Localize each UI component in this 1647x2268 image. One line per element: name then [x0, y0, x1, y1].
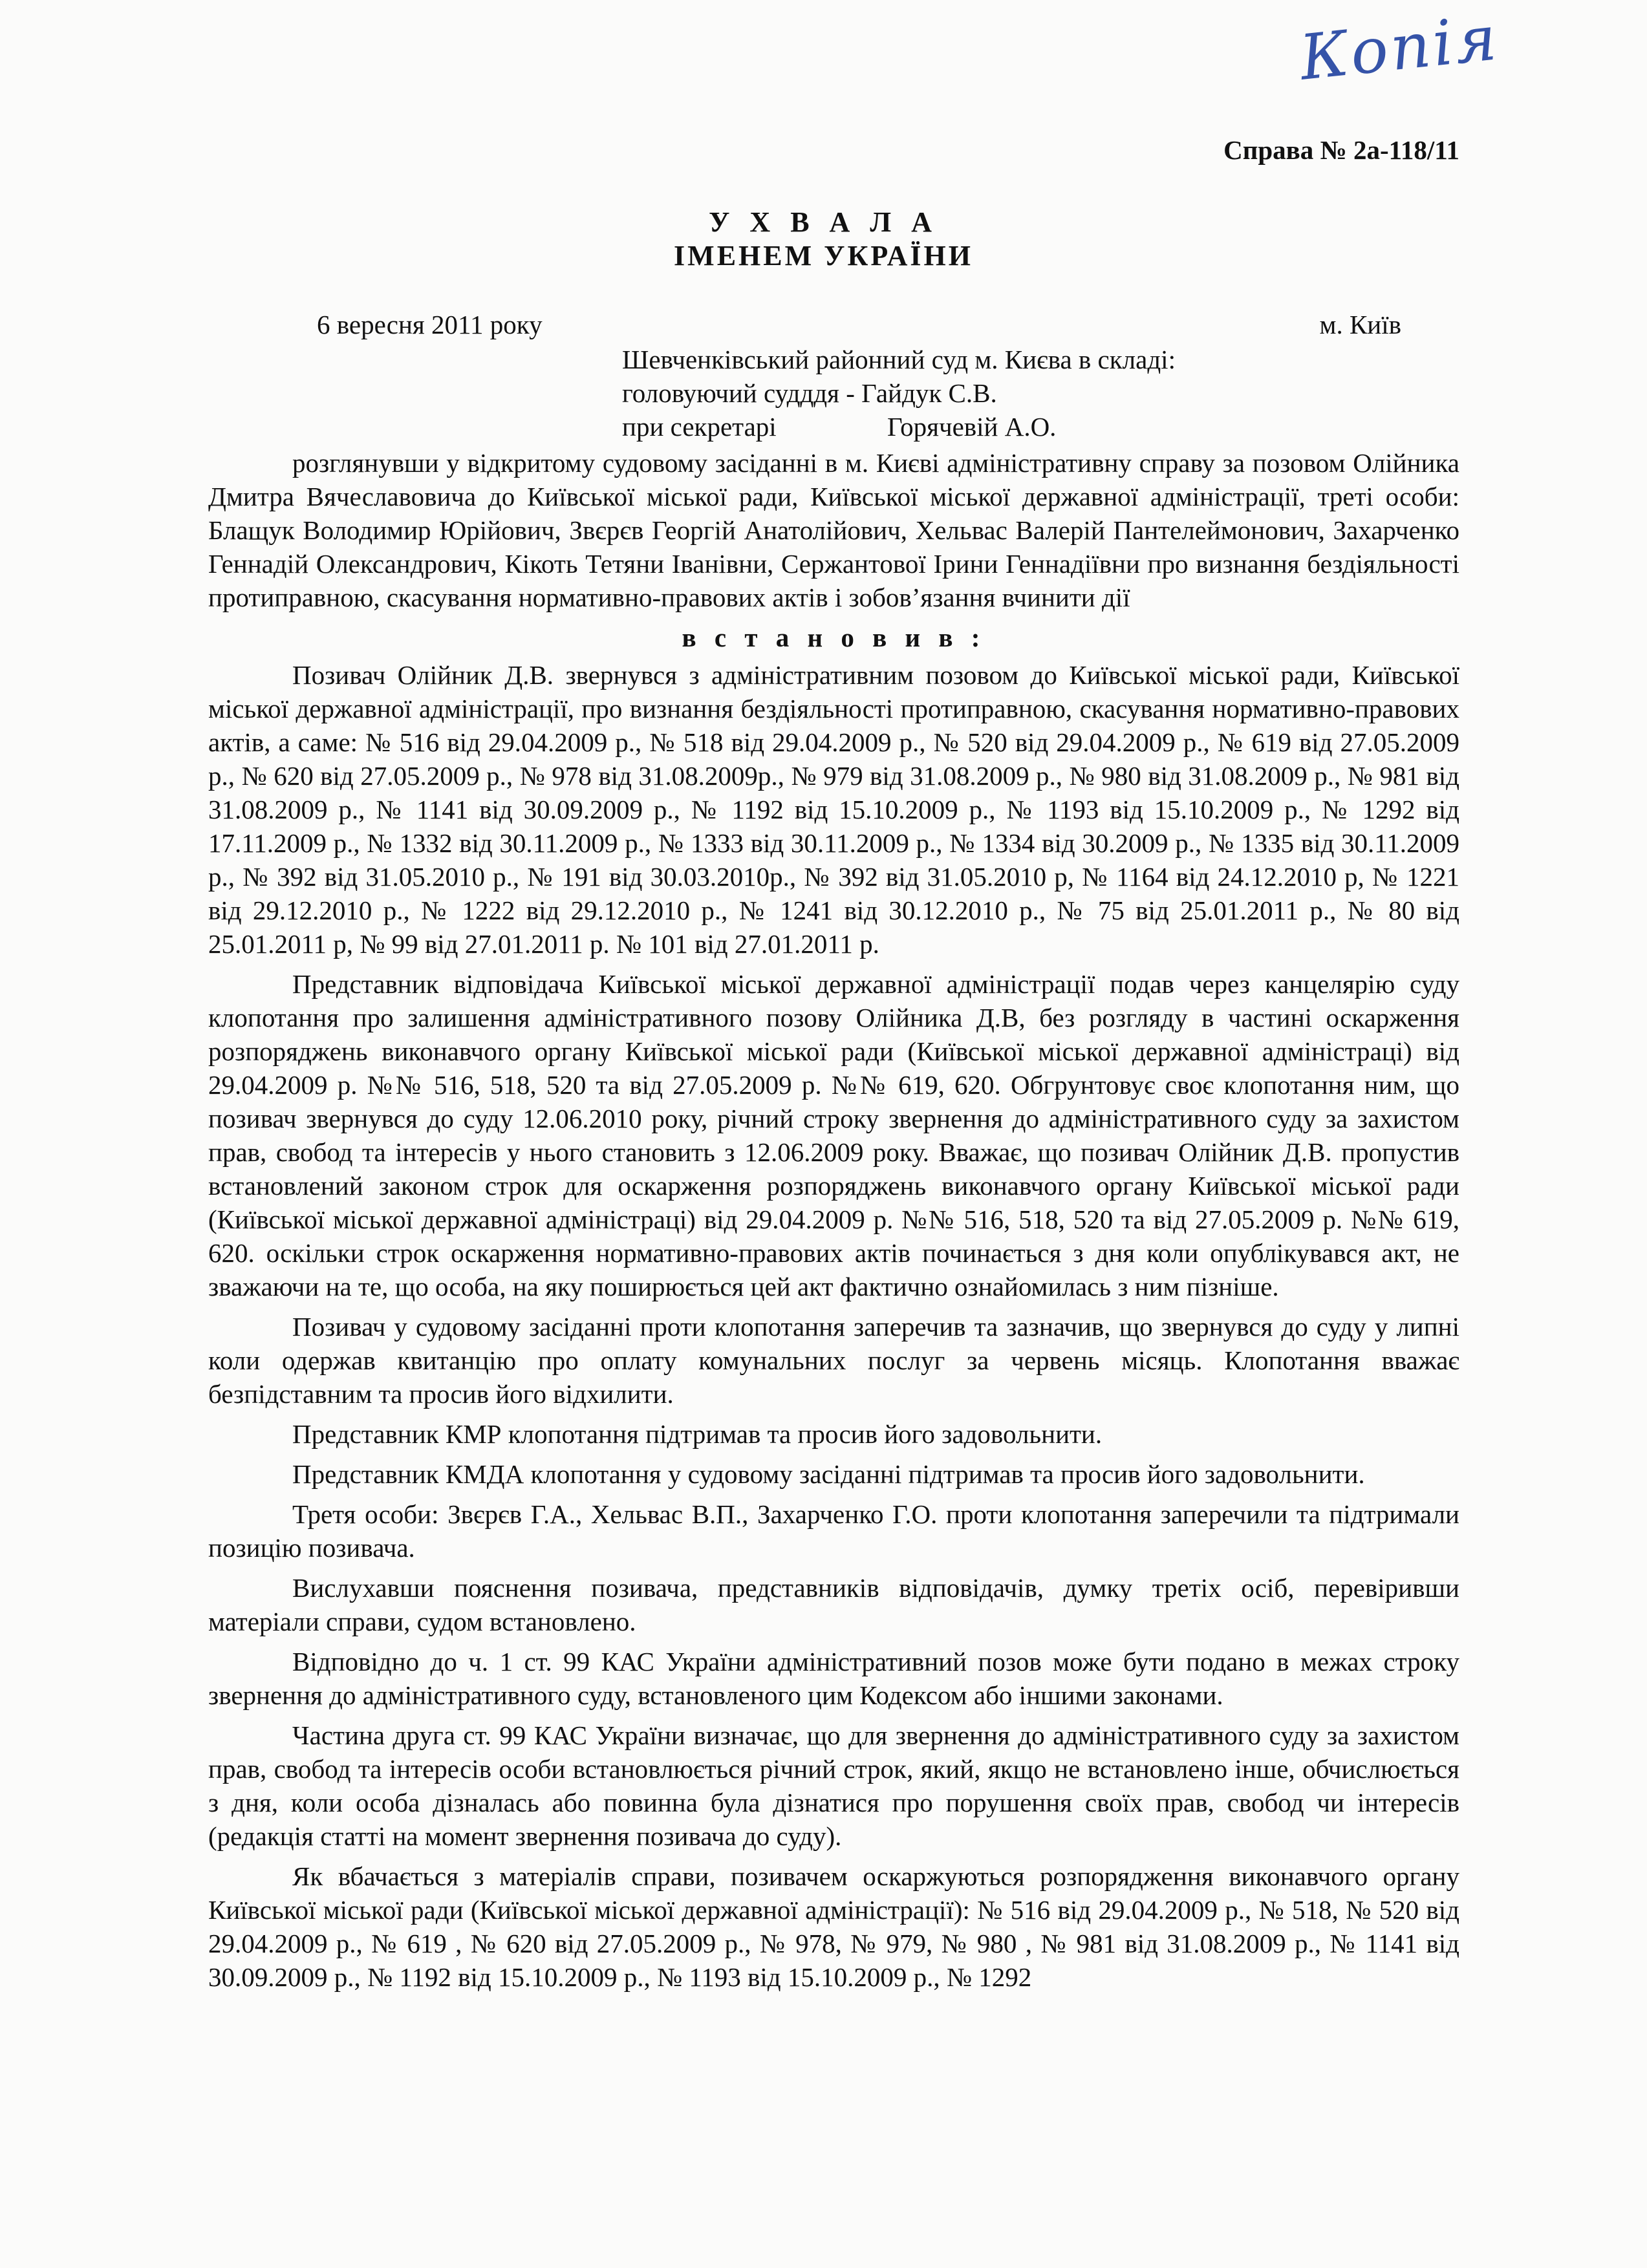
ruling-date: 6 вересня 2011 року [317, 310, 543, 339]
body-paragraph: Як вбачається з матеріалів справи, позивачем оскаржуються розпорядження виконавчого органу Київської міської ради (Київської міської державної адміністрації): № 516 від 29.04.2009 р., № 518, № 520 від 29.04.2009 р., № 619 , № 620 від 27.05.2009 р., № 978, № 979, № 980 , № 981 від 31.08.2009 р., № 1141 від 30.09.2009 р., № 1192 від 15.10.2009 р., № 1193 від 15.10.2009 р., № 1292 [208, 1861, 1459, 1992]
body-paragraph: Вислухавши пояснення позивача, представників відповідачів, думку третіх осіб, перевіривши матеріали справи, судом встановлено. [208, 1573, 1459, 1636]
body-paragraph: Відповідно до ч. 1 ст. 99 КАС України адміністративний позов може бути подано в межах строку звернення до адміністративного суду, встановленого цим Кодексом або іншими законами. [208, 1647, 1459, 1710]
secretary-name: Горячевій А.О. [887, 412, 1057, 442]
court-secretary [622, 411, 1057, 442]
body-paragraph: Представник КМР клопотання підтримав та просив його задовольнити. [292, 1419, 1103, 1449]
case-number: Справа № 2а-118/11 [1223, 135, 1459, 165]
document-title: У Х В А Л А [709, 206, 938, 238]
established-heading: в с т а н о в и в : [682, 623, 986, 652]
presiding-judge: головуючий судддя - Гайдук С.В. [622, 378, 997, 408]
body-paragraph: Позивач у судовому засіданні проти клопотання заперечив та зазначив, що звернувся до суду у липні коли одержав квитанцію про оплату комунальних послуг за червень місяць. Клопотання вважає безпідставним та просив його відхилити. [208, 1312, 1459, 1409]
court-composition: Шевченківський районний суд м. Києва в складі: [622, 345, 1176, 374]
body-paragraph: Позивач Олійник Д.В. звернувся з адміністративним позовом до Київської міської ради, Київської міської державної адміністрації, про визнання бездіяльності протиправною, скасування нормативно-правових актів, а саме: № 516 від 29.04.2009 р., № 518 від 29.04.2009 р., № 520 від 29.04.2009 р., № 619 від 27.05.2009 р., № 620 від 27.05.2009 р., № 978 від 31.08.2009р., № 979 від 31.08.2009 р., № 980 від 31.08.2009 р., № 981 від 31.08.2009 р., № 1141 від 30.09.2009 р., № 1192 від 15.10.2009 р., № 1193 від 15.10.2009 р., № 1292 від 17.11.2009 р., № 1332 від 30.11.2009 р., № 1333 від 30.11.2009 р., № 1334 від 30.2009 р., № 1335 від 30.11.2009 р., № 392 від 31.05.2010 р., № 191 від 30.03.2010р., № 392 від 31.05.2010 р, № 1164 від 24.12.2010 р, № 1221 від 29.12.2010 р., № 1222 від 29.12.2010 р., № 1241 від 30.12.2010 р., № 75 від 25.01.2011 р., № 80 від 25.01.2011 р, № 99 від 27.01.2011 р. № 101 від 27.01.2011 р. [208, 660, 1459, 959]
document-subtitle: ІМЕНЕМ УКРАЇНИ [674, 240, 973, 272]
body-paragraph: Представник КМДА клопотання у судовому засіданні підтримав та просив його задовольнити. [292, 1459, 1365, 1489]
ruling-city: м. Київ [1319, 310, 1401, 339]
document-body [208, 446, 1459, 2000]
body-paragraph: Представник відповідача Київської міської державної адміністрації подав через канцелярію суду клопотання про залишення адміністративного позову Олійника Д.В, без розгляду в частині оскарження розпоряджень виконавчого органу Київської міської ради (Київської міської державної адміністраці) від 29.04.2009 р. №№ 516, 518, 520 та від 27.05.2009 р. №№ 619, 620. Обгрунтовує своє клопотання ним, що позивач звернувся до суду 12.06.2010 року, річний строку звернення до адміністративного суду за захистом прав, свобод та інтересів у нього становить з 12.06.2009 року. Вважає, що позивач Олійник Д.В. пропустив встановлений законом строк для оскарження розпоряджень виконавчого органу Київської міської ради (Київської міської державної адміністраці) від 29.04.2009 р. №№ 516, 518, 520 та від 27.05.2009 р. №№ 619, 620. оскільки строк оскарження нормативно-правових актів починається з дня коли опублікувався акт, не зважаючи на те, що особа, на яку поширюється цей акт фактично ознайомилась з ним пізніше. [208, 969, 1459, 1301]
body-paragraph: Частина друга ст. 99 КАС України визначає, що для звернення до адміністративного суду за захистом прав, свобод та інтересів особи встановлюється річний строк, який, якщо не встановлено інше, обчислюється з дня, коли особа дізналась або повинна була дізнатися про порушення своїх прав, свобод чи інтересів (редакція статті на момент звернення позивача до суду). [208, 1720, 1459, 1851]
intro-paragraph: розглянувши у відкритому судовому засіданні в м. Києві адміністративну справу за позовом Олійника Дмитра Вячеславовича до Київської міської ради, Київської міської державної адміністрації, треті особи: Блащук Володимир Юрійович, Звєрєв Георгій Анатолійович, Хельвас Валерій Пантелеймонович, Захарченко Геннадій Олександрович, Кікоть Тетяни Іванівни, Сержантової Ірини Геннадіївни про визнання бездіяльності протиправною, скасування нормативно-правових актів і зобов’язання вчинити дії [208, 448, 1459, 612]
secretary-label: при секретарі [622, 412, 777, 442]
handwritten-copy-mark: Копія [1296, 1, 1503, 94]
body-paragraph: Третя особи: Звєрєв Г.А., Хельвас В.П., Захарченко Г.О. проти клопотання заперечили та підтримали позицію позивача. [208, 1499, 1459, 1563]
